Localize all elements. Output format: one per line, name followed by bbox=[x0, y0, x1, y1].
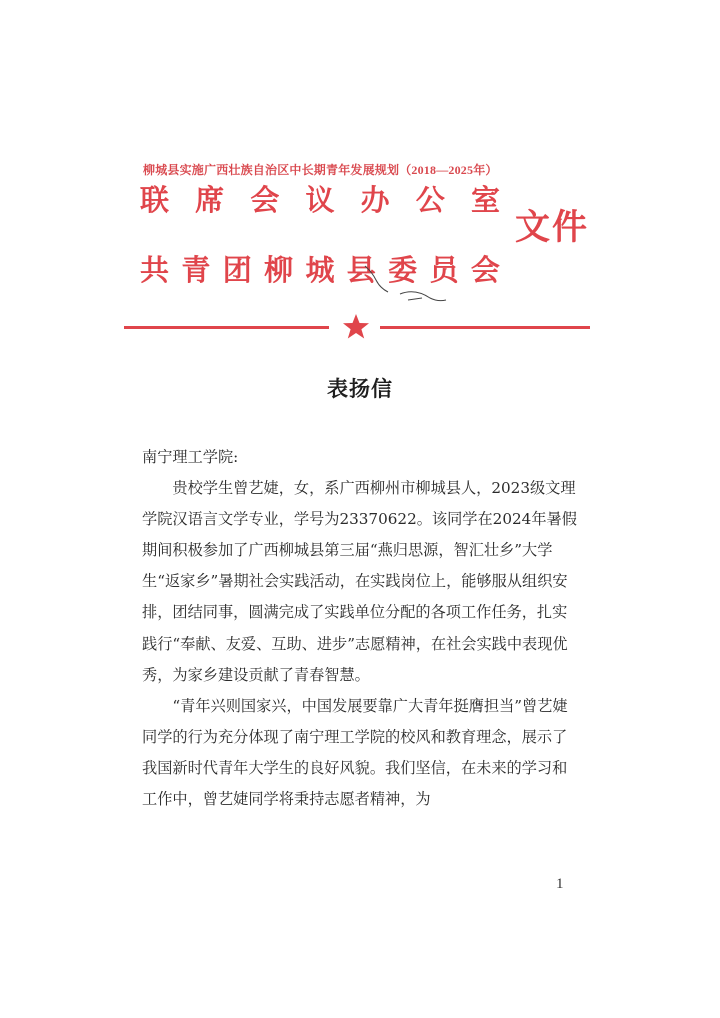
org-name-joint-office: 联 席 会 议 办 公 室 bbox=[140, 183, 500, 217]
document-type-label: 文件 bbox=[515, 207, 590, 248]
salutation: 南宁理工学院: bbox=[142, 448, 239, 466]
letter-body bbox=[142, 442, 582, 815]
paragraph: “青年兴则国家兴，中国发展要靠广大青年挺膺担当”曾艺婕同学的行为充分体现了南宁理工学院的校风和教育理念，展示了我国新时代青年大学生的良好风貌。我们坚信，在未来的学习和工作中，曾艺婕同学将秉持志愿者精神，为 bbox=[142, 696, 568, 809]
header-divider-right bbox=[380, 326, 590, 329]
org-name-youth-league: 共 青 团 柳 城 县 委 员 会 bbox=[140, 253, 500, 287]
pen-mark bbox=[360, 258, 450, 308]
paragraph: 贵校学生曾艺婕，女，系广西柳州市柳城县人，2023级文理学院汉语言文学专业，学号为23370622。该同学在2024年暑假期间积极参加了广西柳城县第三届“燕归思源，智汇壮乡”大学生“返家乡”暑期社会实践活动，在实践岗位上，能够服从组织安排，团结同事，圆满完成了实践单位分配的各项工作任务，扎实践行“奉献、友爱、互助、进步”志愿精神，在社会实践中表现优秀，为家乡建设贡献了青春智慧。 bbox=[142, 479, 577, 684]
header-divider-left bbox=[124, 326, 329, 329]
star-icon bbox=[341, 312, 371, 342]
page-number: 1 bbox=[556, 876, 564, 892]
header-subtitle: 柳城县实施广西壮族自治区中长期青年发展规划（2018—2025年） bbox=[143, 163, 498, 177]
letter-title: 表扬信 bbox=[327, 376, 393, 401]
